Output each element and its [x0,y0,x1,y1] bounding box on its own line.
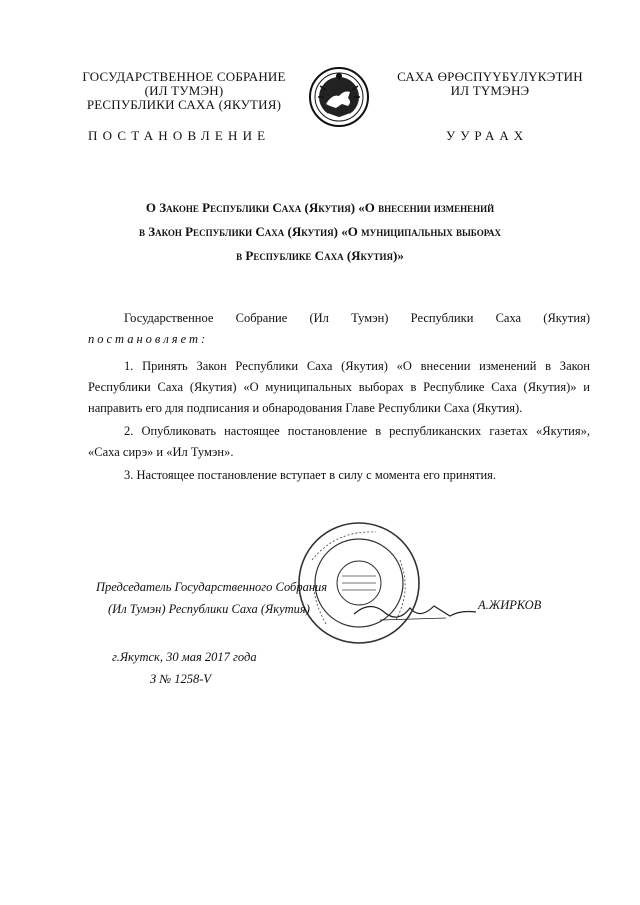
document-number: З № 1258-V [150,672,212,686]
place-date: г.Якутск, 30 мая 2017 года [112,650,257,664]
body-intro: Государственное Собрание (Ил Тумэн) Республики Саха (Якутия) [124,311,590,325]
decree-label-sah: УУРААХ [446,128,529,143]
body-item-3: 3. Настоящее постановление вступает в силу с момента его принятия. [124,468,497,482]
body-item-1: 1. Принять Закон Республики Саха (Якутия) «О внесении изменений в Закон Республики Саха (Якутия) «О муниципальных выборах в Республике Саха (Якутия)» и направить его для подписания и обнародования Главе Республики Саха (Якутия). [88,359,590,415]
header-right-line1: САХА ӨРӨСПҮҮБҮЛҮКЭТИН [397,69,583,84]
document-footer [112,646,257,690]
body-resolves: постановляет: [88,332,209,346]
header-left-line1: ГОСУДАРСТВЕННОЕ СОБРАНИЕ [82,69,286,84]
title-line2: в Закон Республики Саха (Якутия) «О муниципальных выборах [138,224,502,239]
signatory-position [96,576,327,620]
header-right-line2: ИЛ ТҮМЭНЭ [450,83,530,98]
body-item-2: 2. Опубликовать настоящее постановление в республиканских газетах «Якутия», «Саха сирэ» и «Ил Тумэн». [88,424,590,459]
header-left-line3: РЕСПУБЛИКИ САХА (ЯКУТИЯ) [86,97,282,112]
document-title [60,196,580,268]
title-line1: О Законе Республики Саха (Якутия) «О внесении изменений [145,200,495,215]
handwritten-signature-icon [350,590,480,630]
decree-label-ru: ПОСТАНОВЛЕНИЕ [88,128,271,143]
header-left-line2: (ИЛ ТУМЭН) [144,83,224,98]
title-line3: в Республике Саха (Якутия)» [236,248,404,263]
document-body [88,308,590,488]
header-left [60,70,308,112]
signatory-position-line1: Председатель Государственного Собрания [96,580,328,594]
header-right [385,70,595,98]
signatory-name: А.ЖИРКОВ [478,598,542,612]
signatory-position-line2: (Ил Тумэн) Республики Саха (Якутия) [108,602,310,616]
republic-coat-of-arms-icon [308,66,370,128]
